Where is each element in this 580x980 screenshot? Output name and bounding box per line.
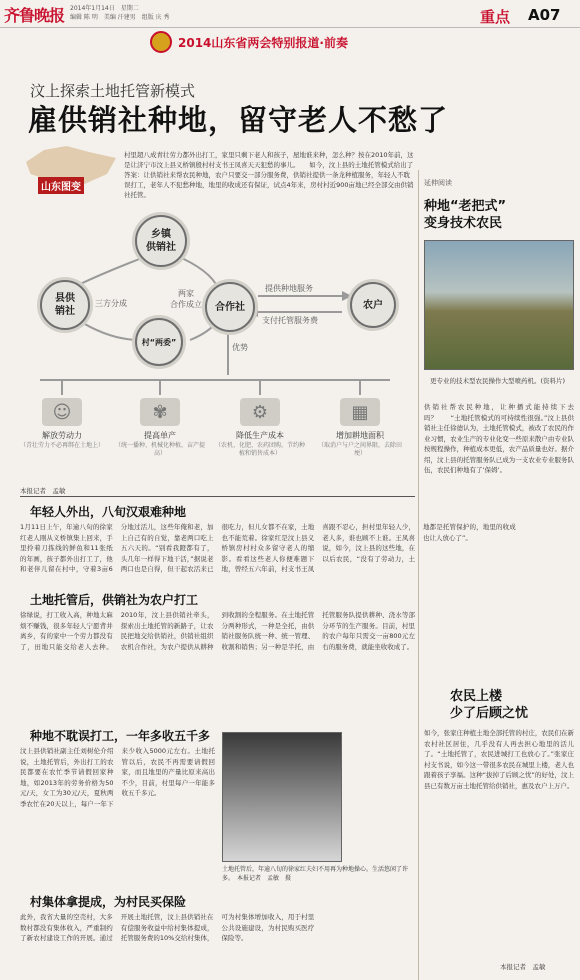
section-body: 此外，我省大量的空壳村，大多数村都没有集体收入，严重制约了新农村建设工作的开展。通过开展土地托管，汶上县供销社在有偿服务收益中给村集体提成，托管服务费的10%交给村集体，可为村集体增加收入，用于村里公共设施建设，为村民购买医疗保险等。 [20,913,315,942]
emblem-icon [150,31,172,53]
node-farmers: 农户 [350,282,396,328]
page-number: A07 [528,6,561,24]
section-heading: 年轻人外出，八旬汉艰难种地 [30,505,187,519]
sidebar-title: 种地“老把式” 变身技术农民 [424,199,507,231]
person-icon: ☺ [42,398,82,426]
benefit-title: 解放劳动力 [42,431,82,440]
benefit-title: 降低生产成本 [236,431,284,440]
date-line: 2014年1月14日 星期二 [70,5,139,12]
label-joint-founded: 两家 合作成立 [170,289,202,309]
section-heading: 土地托管后，供销社为农户打工 [30,593,199,607]
benefit-sub: （青壮劳力不必再绑在土地上） [19,442,104,449]
sprayer-photo [424,240,574,370]
benefit-sub: （农机、化肥、农药团购，节约种植和销售成本） [215,442,306,457]
tractor-icon: ⚙ [240,398,280,426]
section-heading: 村集体拿提成，为村民买保险 [30,895,187,909]
label-three-way: 三方分成 [95,299,127,308]
elderly-couple-photo [222,732,342,862]
section-label: 重点 [480,8,511,26]
node-cooperative: 合作社 [205,282,255,332]
label-pay-fee: 支付托管服务费 [262,316,318,325]
kicker: 汶上探索土地托管新模式 [30,82,196,100]
wheat-icon: ✾ [140,398,180,426]
special-report-banner [150,31,430,53]
land-trust-diagram [0,190,415,480]
node-township-coop: 乡镇 供销社 [135,215,187,267]
divider [20,496,415,497]
banner-text: 2014山东省两会特别报道·前奏 [178,36,348,50]
label-advantage: 优势 [232,343,248,352]
staff-line: 编辑 陈 明 美编 汗建男 组版 庆 秀 [70,14,170,21]
benefit-sub: （统一播种、机械化种植，亩产提高） [115,442,206,457]
benefit-title: 提高单产 [144,431,176,440]
lead-paragraph: 村里超八成青壮劳力都外出打工，家里只剩下老人和孩子，屋地谁来种，怎么种？按在2010年前，这是让济宁市汶上县义桥镇殷村村支书王凤喜天天犯愁的事儿。 如今，汶上县的土地托管模式给出了答案：让供销社来帮农民种地，农户只要交一部分服务费，供销社提供一条龙种植服务，年轻人不耽误打工，老年人不犯愁种地，地里的收成还有保证，试点4年来，房村村近900亩地已经全部交由供销社托管。 [124,151,414,199]
section-body: 徐绿说，打工收入高，种地太麻烦不赚钱，很多年轻人宁愿背井离乡，有的家中一个劳力都没有了，田地只能交给老人去种。2010年，汶上县供销社牵头，探索出土地托管的新路子，让农民把地交给供销社，供销社组织农机合作社，为农户提供从耕种到收割的全程服务。在土地托管分两种形式，一种是全托，由供销社服务队统一种、统一管理、收割和销售；另一种是半托，由托管服务队提供耕种、浇水等部分环节的生产服务。目前，村里的农户每年只需交一亩800元左右的服务费，就能坐收收成了。 [20,611,415,651]
section-body-continued [346,732,414,862]
section-body: 1月11日上午，年逾八旬的徐家红老人刚从义桥镇集上回来，手里拎着刀拣线的鲜鱼和11张纸的年画，孩子都外出打工了，他和老伴儿留在村中，守着3亩6分地过活儿，这些年俺和老，加上自己有的自觉，靠老两口吃上五六天的。“别看我蹬都有了，头几年一样得下地干活，”据说老两口也是自得，但干起农活来已很吃力，但儿女都不在家，土地也不能荒着。徐家红是汶上县义桥镇房村村众多留守老人的缩影。看看这些老人你便难题下地，曾经五六年前，村支书王凤喜跟不忍心，担村里年轻人少，老人多，谁也顾不上谁。王凤喜说，如今，汶上县的这些地，在以后农民，“没有了劳动力，土地都是托管保护的，地里的收成也让人放心了”。 [20,523,516,573]
section-heading: 种地不耽误打工，一年多收五千多 [30,729,211,743]
headline: 雇供销社种地，留守老人不愁了 [28,103,449,137]
sidebar-byline: 本报记者 孟敏 [500,963,546,971]
sidebar-body: 供销社帮农民种地，让种播式能持续下去吗？ “土地托管模式的可持续性很强。”汶上县供销社主任徐德认为，土地托管模式，被改了农民的作业习惯，农业生产的专业化变一些原来散户由专业队按规程操作，种植成本更低，农产品质量也好。据介绍，汶上县的托管服务队已成为一支农业专业服务队伍，农民们种地有了‘保姆’。 [424,403,574,474]
newspaper-logo: 齐鲁晚报 [4,6,65,25]
node-village-committees: 村“两委” [135,318,183,366]
issue-meta [70,4,170,22]
node-county-coop: 县供 销社 [40,280,90,330]
byline: 本报记者 孟敏 [20,487,66,495]
photo-caption: 土地托管后，年逾八旬的徐家红夫妇不用再为种地操心。生活悠闲了许多。 本报记者 孟敏 摄 [222,866,409,882]
sidebar-body: 如今，张家庄种植土地全部托管的村庄，农民们在新农村社区居住，几乎没有人再去担心地里的活儿了。“土地托管了，农民进城打工也放心了。”张家庄村支书说，如今这一带很多农民在城里上楼，老人也跟着孩子享福。这种“拔掉了后顾之忧”的好处，汶上县已有数万亩土地托管给供销社，惠及农户上万户。 [424,729,574,790]
benefit-title: 增加耕地面积 [336,431,384,440]
section-body: 汶上县供销社副主任刘树伦介绍说，土地托管后，外出打工的农民都要在农忙季节请假回家种地，如2013年的劳务价格为50元/天，女工为30元/天，夏秋两季农忙在20天以上，每户一年下来少收入5000元左右。土地托管以后，农民不再需要请假回家，而且地里的产量比原来高出不少，目前，村里每户一年能多收五千多元。 [20,747,215,808]
field-icon: ▦ [340,398,380,426]
connector-gx-hzs [175,255,218,288]
benefit-sub: （取消户与户之间界限，去除田埂） [317,442,402,457]
sidebar-tag: 延伸阅读 [424,179,452,187]
label-provide-service: 提供种地服务 [265,284,313,293]
sidebar-title: 农民上楼 少了后顾之忧 [450,689,529,721]
connector-xgx-liangwei [78,320,140,340]
connector-gx-xgx [78,255,150,285]
sprayer-caption: 更专业的技术型农民操作大型喷药机。(资料片) [430,377,566,385]
map-label: 山东图变 [38,177,84,194]
